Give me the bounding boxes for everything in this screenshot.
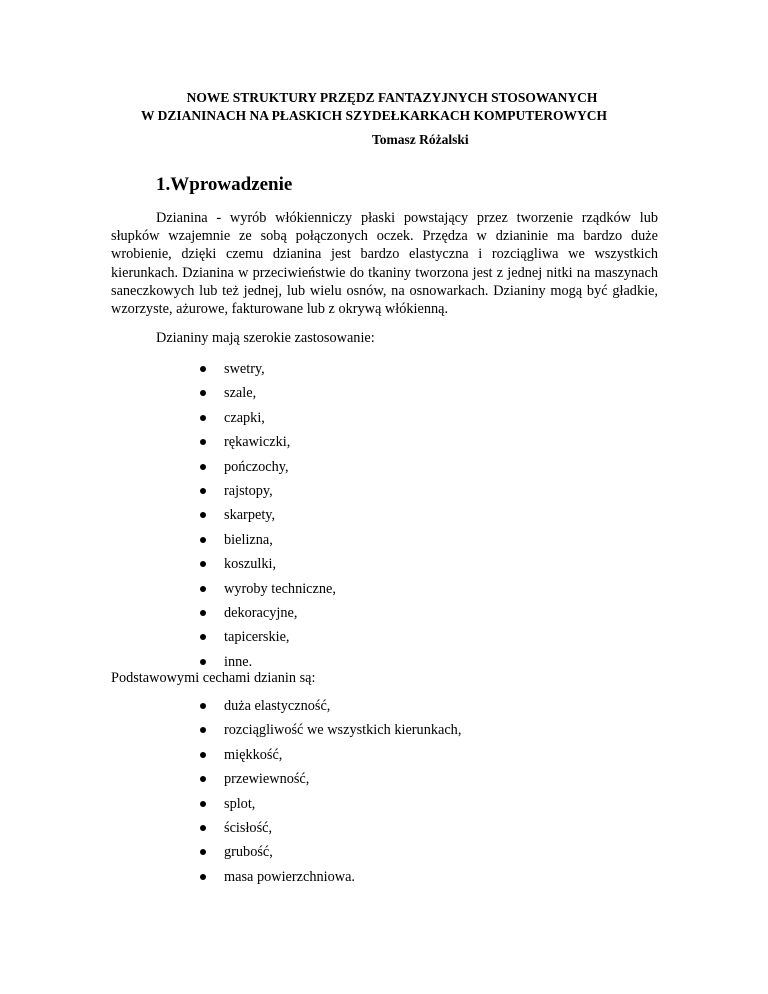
list-item: splot, xyxy=(198,795,461,819)
list-item: szale, xyxy=(198,384,336,408)
list-item: rajstopy, xyxy=(198,482,336,506)
document-title-line-1: NOWE STRUKTURY PRZĘDZ FANTAZYJNYCH STOSOWANYCH xyxy=(186,90,598,105)
list-item: dekoracyjne, xyxy=(198,604,336,628)
list-item: miękkość, xyxy=(198,746,461,770)
list-item: czapki, xyxy=(198,409,336,433)
section-heading: 1.Wprowadzenie xyxy=(156,174,293,195)
author-name: Tomasz Różalski xyxy=(372,132,469,147)
list-item: ścisłość, xyxy=(198,819,461,843)
list-item: tapicerskie, xyxy=(198,628,336,652)
list-item: grubość, xyxy=(198,843,461,867)
features-intro: Podstawowymi cechami dzianin są: xyxy=(111,670,316,686)
list-item: skarpety, xyxy=(198,506,336,530)
list-item: rękawiczki, xyxy=(198,433,336,457)
list-item: koszulki, xyxy=(198,555,336,579)
list-item: pończochy, xyxy=(198,458,336,482)
list-item: swetry, xyxy=(198,360,336,384)
list-item: masa powierzchniowa. xyxy=(198,868,461,892)
features-list xyxy=(198,697,461,892)
list-item: bielizna, xyxy=(198,531,336,555)
list-item: przewiewność, xyxy=(198,770,461,794)
document-title-line-2: W DZIANINACH NA PŁASKICH SZYDEŁKARKACH KOMPUTEROWYCH xyxy=(141,108,607,123)
list-item: inne. xyxy=(198,653,336,677)
list-item: wyroby techniczne, xyxy=(198,580,336,604)
list-item: rozciągliwość we wszystkich kierunkach, xyxy=(198,721,461,745)
list-item: duża elastyczność, xyxy=(198,697,461,721)
applications-intro: Dzianiny mają szerokie zastosowanie: xyxy=(156,330,375,346)
applications-list xyxy=(198,360,336,677)
intro-paragraph: Dzianina - wyrób włókienniczy płaski powstający przez tworzenie rządków lub słupków wzajemnie ze sobą połączonych oczek. Przędza w dzianinie ma bardzo duże wrobienie, dzięki czemu dzianina jest bardzo elastyczna i rozciągliwa we wszystkich kierunkach. Dzianina w przeciwieństwie do tkaniny tworzona jest z jednej nitki na maszynach saneczkowych lub też jednej, lub wielu osnów, na osnowarkach. Dzianiny mogą być gładkie, wzorzyste, ażurowe, fakturowane lub z okrywą włókienną. xyxy=(111,210,658,318)
